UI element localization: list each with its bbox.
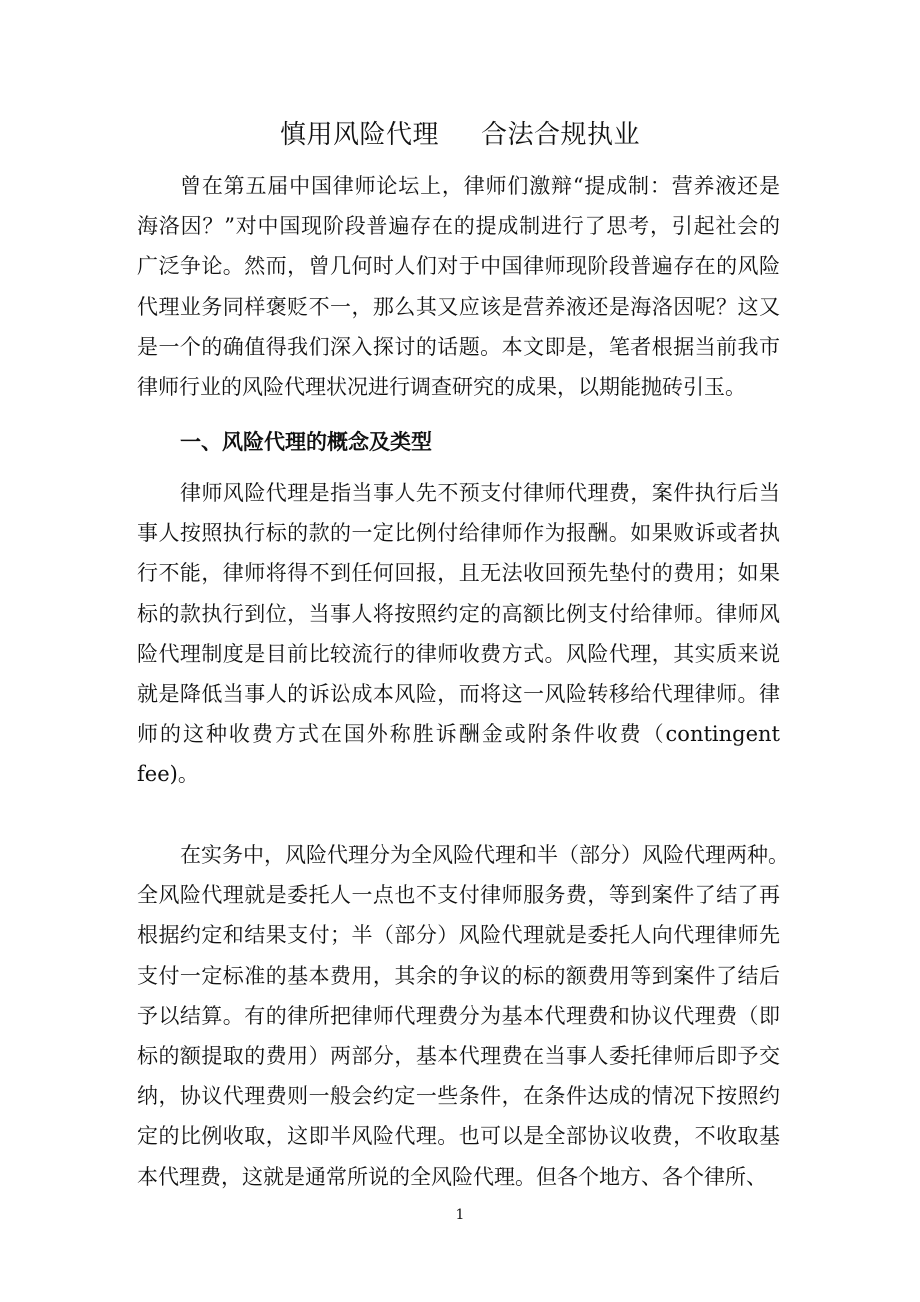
paragraph-line: 就是降低当事人的诉讼成本风险，而将这一风险转移给代理律师。律 (137, 682, 780, 706)
paragraph-line: 在实务中，风险代理分为全风险代理和半（部分）风险代理两种。 (180, 843, 789, 867)
title-part-2: 合法合规执业 (481, 120, 641, 150)
paragraph-line: 根据约定和结果支付；半（部分）风险代理就是委托人向代理律师先 (137, 923, 780, 948)
paragraph-line: 标的款执行到位，当事人将按照约定的高额比例支付给律师。律师风 (137, 601, 780, 626)
paragraph-line: 予以结算。有的律所把律师代理费分为基本代理费和协议代理费（即 (137, 1003, 780, 1028)
paragraph-line: 定的比例收取，这即半风险代理。也可以是全部协议收费，不收取基 (137, 1124, 780, 1149)
paragraph-line: 纳，协议代理费则一般会约定一些条件，在条件达成的情况下按照约 (137, 1084, 780, 1109)
paragraph-line: 事人按照执行标的款的一定比例付给律师作为报酬。如果败诉或者执 (137, 521, 780, 546)
paragraph-line: 曾在第五届中国律师论坛上，律师们激辩“提成制：营养液还是 (180, 174, 780, 198)
paragraph-line: 律师行业的风险代理状况进行调查研究的成果，以期能抛砖引玉。 (137, 375, 746, 399)
paragraph-line: 行不能，律师将得不到任何回报，且无法收回预先垫付的费用；如果 (137, 561, 780, 586)
section-heading: 一、风险代理的概念及类型 (180, 430, 432, 454)
title-part-1: 慎用风险代理 (279, 120, 439, 150)
paragraph-line: fee)。 (137, 762, 199, 787)
paragraph-line: 是一个的确值得我们深入探讨的话题。本文即是，笔者根据当前我市 (137, 334, 780, 359)
paragraph-line: 险代理制度是目前比较流行的律师收费方式。风险代理，其实质来说 (137, 641, 780, 666)
paragraph-line: 本代理费，这就是通常所说的全风险代理。但各个地方、各个律所、 (137, 1164, 767, 1189)
document-title (0, 114, 920, 151)
paragraph-line: 律师风险代理是指当事人先不预支付律师代理费，案件执行后当 (180, 481, 780, 505)
paragraph-line: 支付一定标准的基本费用，其余的争议的标的额费用等到案件了结后 (137, 963, 780, 988)
paragraph-line: 代理业务同样褒贬不一，那么其又应该是营养液还是海洛因呢？这又 (137, 294, 780, 319)
paragraph-line: 师的这种收费方式在国外称胜诉酬金或附条件收费（contingent (137, 722, 780, 747)
paragraph-line: 海洛因？”对中国现阶段普遍存在的提成制进行了思考，引起社会的 (137, 214, 780, 239)
paragraph-line: 广泛争论。然而，曾几何时人们对于中国律师现阶段普遍存在的风险 (137, 254, 780, 279)
paragraph-line: 标的额提取的费用）两部分，基本代理费在当事人委托律师后即予交 (137, 1044, 780, 1068)
page-number: 1 (455, 1207, 465, 1223)
paragraph-line: 全风险代理就是委托人一点也不支付律师服务费，等到案件了结了再 (137, 883, 780, 908)
